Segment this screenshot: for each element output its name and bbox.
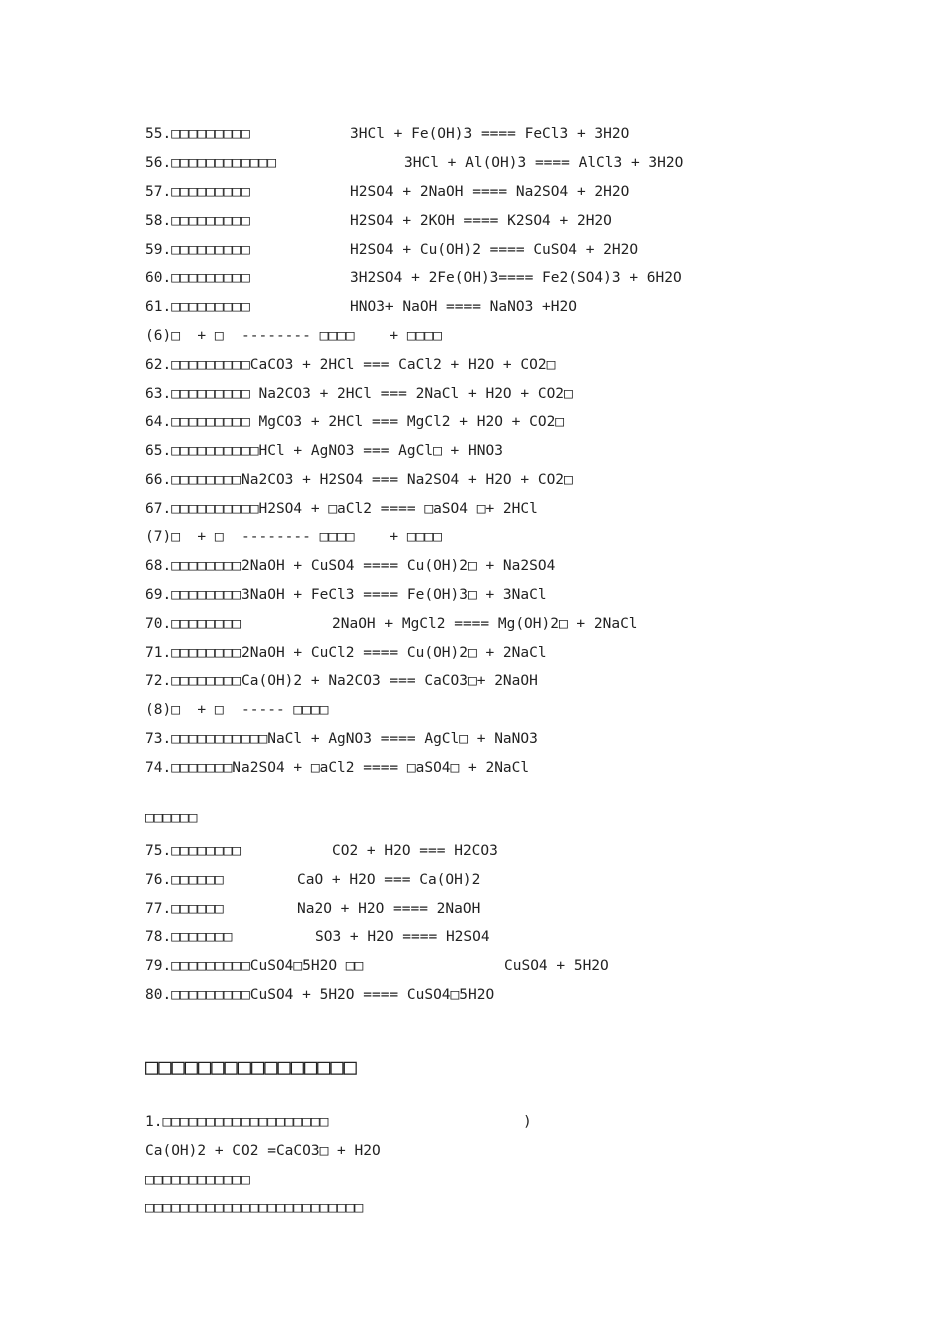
- equation-line-80: [145, 986, 494, 1004]
- equation-line-65: [145, 442, 503, 460]
- line-label: 55.□□□□□□□□□: [145, 126, 250, 142]
- equation-line-76: [145, 871, 481, 889]
- line-label: □□□□□□□□□□□□□□□□□□□□□□□□□: [145, 1200, 364, 1216]
- line-label: (7)□ + □ -------- □□□□ + □□□□: [145, 529, 442, 545]
- tail-line-4: [145, 1199, 363, 1217]
- line-label: 72.□□□□□□□□Ca(OH)2 + Na2CO3 === CaCO3□+ 2NaOH: [145, 673, 538, 689]
- line-label: 69.□□□□□□□□3NaOH + FeCl3 ==== Fe(OH)3□ + 3NaCl: [145, 587, 547, 603]
- equation-line-68: [145, 557, 555, 575]
- line-label: 59.□□□□□□□□□: [145, 242, 250, 258]
- tail-line-3: [145, 1171, 250, 1189]
- line-label: 61.□□□□□□□□□: [145, 299, 250, 315]
- line-equation: 3H2SO4 + 2Fe(OH)3==== Fe2(SO4)3 + 6H2O: [350, 270, 682, 286]
- equation-line-57: [145, 183, 630, 201]
- line-label: 79.□□□□□□□□□CuSO4□5H2O □□: [145, 958, 364, 974]
- section-title: [145, 809, 197, 827]
- equation-line-74: [145, 759, 529, 777]
- line-label: 78.□□□□□□□: [145, 929, 233, 945]
- line-equation: 3HCl + Al(OH)3 ==== AlCl3 + 3H2O: [404, 155, 684, 171]
- line-label: 67.□□□□□□□□□□H2SO4 + □aCl2 ==== □aSO4 □+ 2HCl: [145, 501, 538, 517]
- line-label: 71.□□□□□□□□2NaOH + CuCl2 ==== Cu(OH)2□ + 2NaCl: [145, 645, 547, 661]
- line-label: 60.□□□□□□□□□: [145, 270, 250, 286]
- equation-line-62: [145, 356, 555, 374]
- line-equation: H2SO4 + 2NaOH ==== Na2SO4 + 2H2O: [350, 184, 630, 200]
- tail-line-1: [145, 1113, 532, 1131]
- equation-line-59: [145, 241, 639, 259]
- equation-line-64: [145, 413, 564, 431]
- equation-line-78: [145, 928, 490, 946]
- line-label: 58.□□□□□□□□□: [145, 213, 250, 229]
- line-label: 65.□□□□□□□□□□HCl + AgNO3 === AgCl□ + HNO3: [145, 443, 503, 459]
- section-line-8: [145, 701, 328, 719]
- equation-line-55: [145, 125, 630, 143]
- line-label: 1.□□□□□□□□□□□□□□□□□□□: [145, 1114, 329, 1130]
- line-label: 75.□□□□□□□□: [145, 843, 242, 859]
- equation-line-73: [145, 730, 538, 748]
- line-label: 62.□□□□□□□□□CaCO3 + 2HCl === CaCl2 + H2O + CO2□: [145, 357, 556, 373]
- tail-line-2: [145, 1142, 381, 1160]
- line-label: 56.□□□□□□□□□□□□: [145, 155, 276, 171]
- line-label: (6)□ + □ -------- □□□□ + □□□□: [145, 328, 442, 344]
- line-label: 74.□□□□□□□Na2SO4 + □aCl2 ==== □aSO4□ + 2NaCl: [145, 760, 530, 776]
- section-line-7: [145, 528, 442, 546]
- line-label: 66.□□□□□□□□Na2CO3 + H2SO4 === Na2SO4 + H2O + CO2□: [145, 472, 573, 488]
- equation-line-67: [145, 500, 538, 518]
- line-label: 76.□□□□□□: [145, 872, 224, 888]
- line-label: 73.□□□□□□□□□□□NaCl + AgNO3 ==== AgCl□ + NaNO3: [145, 731, 538, 747]
- equation-line-63: [145, 385, 573, 403]
- section-line-6: [145, 327, 442, 345]
- line-label: 57.□□□□□□□□□: [145, 184, 250, 200]
- line-label: □□□□□□□□□□□□: [145, 1172, 250, 1188]
- line-label: 68.□□□□□□□□2NaOH + CuSO4 ==== Cu(OH)2□ + Na2SO4: [145, 558, 556, 574]
- equation-line-75: [145, 842, 498, 860]
- line-equation: HNO3+ NaOH ==== NaNO3 +H2O: [350, 299, 577, 315]
- line-equation: SO3 + H2O ==== H2SO4: [315, 929, 490, 945]
- equation-line-58: [145, 212, 612, 230]
- equation-line-60: [145, 269, 682, 287]
- line-label: 63.□□□□□□□□□ Na2CO3 + 2HCl === 2NaCl + H2O + CO2□: [145, 386, 573, 402]
- equation-line-79: [145, 957, 609, 975]
- equation-line-61: [145, 298, 577, 316]
- line-label: 70.□□□□□□□□: [145, 616, 242, 632]
- line-label: □□□□□□: [145, 810, 198, 826]
- equation-line-77: [145, 900, 481, 918]
- equation-line-56: [145, 154, 684, 172]
- line-label: 64.□□□□□□□□□ MgCO3 + 2HCl === MgCl2 + H2O + CO2□: [145, 414, 565, 430]
- line-equation: H2SO4 + Cu(OH)2 ==== CuSO4 + 2H2O: [350, 242, 639, 258]
- line-equation: CaO + H2O === Ca(OH)2: [297, 872, 481, 888]
- line-label: (8)□ + □ ----- □□□□: [145, 702, 329, 718]
- equation-line-71: [145, 644, 547, 662]
- line-label: 77.□□□□□□: [145, 901, 224, 917]
- equation-line-69: [145, 586, 547, 604]
- line-equation: ): [523, 1114, 532, 1130]
- line-equation: H2SO4 + 2KOH ==== K2SO4 + 2H2O: [350, 213, 612, 229]
- line-label: Ca(OH)2 + CO2 =CaCO3□ + H2O: [145, 1143, 381, 1159]
- equation-line-72: [145, 672, 538, 690]
- line-equation: 2NaOH + MgCl2 ==== Mg(OH)2□ + 2NaCl: [332, 616, 638, 632]
- page-heading: □□□□□□□□□□□□□□□□: [145, 1055, 357, 1080]
- equation-line-66: [145, 471, 573, 489]
- line-equation: Na2O + H2O ==== 2NaOH: [297, 901, 481, 917]
- line-equation: CuSO4 + 5H2O: [504, 958, 609, 974]
- line-equation: CO2 + H2O === H2CO3: [332, 843, 498, 859]
- equation-line-70: [145, 615, 638, 633]
- line-equation: 3HCl + Fe(OH)3 ==== FeCl3 + 3H2O: [350, 126, 630, 142]
- line-label: 80.□□□□□□□□□CuSO4 + 5H2O ==== CuSO4□5H2O: [145, 987, 495, 1003]
